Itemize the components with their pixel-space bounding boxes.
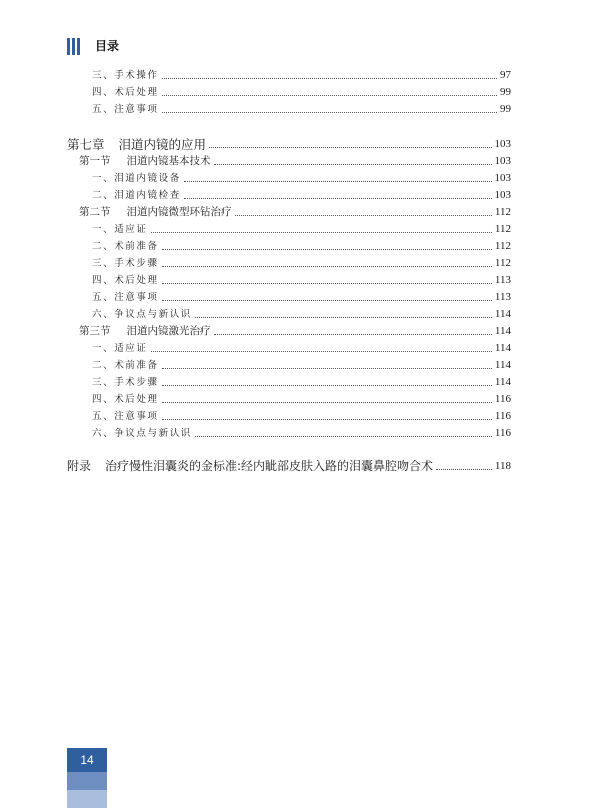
dot-leader	[162, 265, 492, 267]
toc-item	[92, 357, 511, 374]
dot-leader	[209, 146, 491, 148]
toc-entry-title: 三、手术步骤	[92, 258, 159, 269]
toc-item	[92, 255, 511, 272]
toc-entry-title	[79, 153, 214, 170]
toc-entry-title: 五、注意事项	[92, 411, 159, 422]
dot-leader	[436, 468, 492, 470]
dot-leader	[195, 316, 492, 318]
toc-page-number: 114	[494, 376, 511, 388]
toc-chapter	[67, 136, 511, 153]
toc-page-number: 114	[494, 325, 511, 337]
toc-page-number: 99	[500, 86, 511, 98]
toc-entry-title	[67, 136, 209, 153]
toc-entry-title: 二、术前准备	[92, 360, 159, 371]
dot-leader	[162, 77, 497, 79]
toc-entry-title: 五、注意事项	[92, 104, 159, 115]
toc-item	[92, 67, 511, 84]
toc-page-number: 114	[494, 342, 511, 354]
toc-entry-title: 三、手术操作	[92, 70, 159, 81]
toc-entry-number: 第三节	[79, 325, 111, 337]
toc-entry-title: 五、注意事项	[92, 292, 159, 303]
toc-item	[92, 306, 511, 323]
dot-leader	[162, 367, 492, 369]
toc-entry-text: 泪道内镜微型环钻治疗	[126, 206, 232, 218]
toc-item	[92, 408, 511, 425]
dot-leader	[162, 111, 497, 113]
toc-entry-title	[79, 204, 235, 221]
toc-entry-title: 一、适应证	[92, 343, 148, 354]
toc-item	[92, 374, 511, 391]
toc-page-number: 114	[494, 308, 511, 320]
toc-section	[79, 153, 511, 170]
toc-entry-title: 四、术后处理	[92, 275, 159, 286]
toc-section	[79, 204, 511, 221]
toc-page-number: 112	[494, 240, 511, 252]
toc-item	[92, 340, 511, 357]
toc-entry-title: 四、术后处理	[92, 394, 159, 405]
toc-entry-number: 第一节	[79, 155, 111, 167]
dot-leader	[184, 180, 492, 182]
page-number: 14	[80, 753, 94, 767]
dot-leader	[162, 282, 492, 284]
band-stripe	[67, 790, 107, 808]
dot-leader	[235, 214, 492, 216]
toc-item	[92, 187, 511, 204]
toc-page-number: 103	[494, 172, 511, 184]
toc-page-number: 97	[500, 69, 511, 81]
toc-item	[92, 238, 511, 255]
toc-page-number: 103	[494, 155, 511, 167]
toc-item	[92, 170, 511, 187]
toc-page-number: 113	[494, 291, 511, 303]
dot-leader	[162, 401, 492, 403]
toc-page-number: 103	[494, 138, 511, 150]
toc-page-number: 116	[494, 410, 511, 422]
toc-entry-title: 六、争议点与新认识	[92, 428, 192, 439]
toc-entry-title: 一、适应证	[92, 224, 148, 235]
toc-item	[92, 101, 511, 118]
dot-leader	[162, 384, 492, 386]
toc-item	[92, 221, 511, 238]
toc-entry-text: 泪道内镜激光治疗	[126, 325, 211, 337]
toc-entry-title: 二、术前准备	[92, 241, 159, 252]
toc-item	[92, 289, 511, 306]
toc-entry-number: 第二节	[79, 206, 111, 218]
toc-page-number: 112	[494, 206, 511, 218]
dot-leader	[184, 197, 492, 199]
toc-page-number: 112	[494, 257, 511, 269]
toc-page-number: 118	[494, 460, 511, 472]
toc-entry-title: 三、手术步骤	[92, 377, 159, 388]
toc-page-number: 112	[494, 223, 511, 235]
toc-entry-title: 一、泪道内镜设备	[92, 173, 181, 184]
toc-entry-text: 治疗慢性泪囊炎的金标准:经内眦部皮肤入路的泪囊鼻腔吻合术	[105, 459, 434, 473]
toc-section	[79, 323, 511, 340]
dot-leader	[162, 248, 492, 250]
toc-entry-text: 泪道内镜基本技术	[126, 155, 211, 167]
toc-entry-number: 附录	[67, 459, 92, 473]
toc-entry-title: 二、泪道内镜检查	[92, 190, 181, 201]
toc-page-number: 113	[494, 274, 511, 286]
dot-leader	[151, 350, 492, 352]
toc-entry-number: 第七章	[67, 137, 105, 152]
toc-entry-title	[67, 458, 436, 475]
toc-entry-title	[79, 323, 214, 340]
toc-page-number: 116	[494, 393, 511, 405]
toc-item	[92, 391, 511, 408]
dot-leader	[195, 435, 492, 437]
band-stripe	[67, 772, 107, 790]
dot-leader	[162, 94, 497, 96]
dot-leader	[162, 418, 492, 420]
toc-page-number: 116	[494, 427, 511, 439]
toc-entry-text: 泪道内镜的应用	[118, 137, 207, 152]
page-header-title: 目录	[95, 39, 120, 53]
dot-leader	[162, 299, 492, 301]
toc-item	[92, 84, 511, 101]
toc-appendix	[67, 458, 511, 475]
toc-item	[92, 425, 511, 442]
dot-leader	[214, 333, 492, 335]
toc-entry-title: 六、争议点与新认识	[92, 309, 192, 320]
toc-page-number: 99	[500, 103, 511, 115]
dot-leader	[151, 231, 492, 233]
dot-leader	[214, 163, 492, 165]
toc-entry-title: 四、术后处理	[92, 87, 159, 98]
toc-item	[92, 272, 511, 289]
toc-page-number: 114	[494, 359, 511, 371]
toc-page-number: 103	[494, 189, 511, 201]
